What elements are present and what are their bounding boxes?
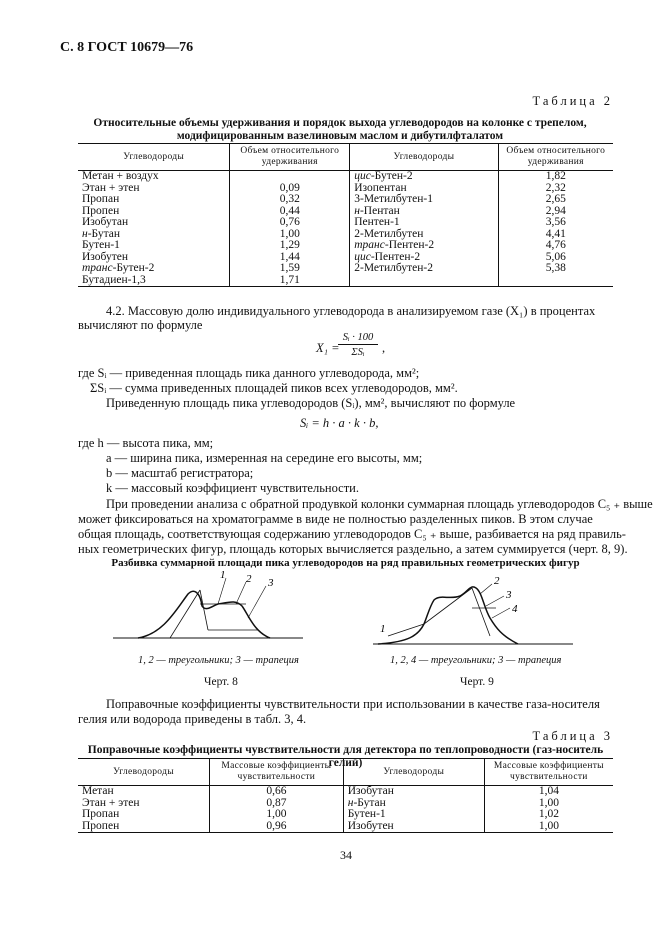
hydrocarbon-value: 1,00 [230, 229, 350, 241]
para-backflush-l1: При проведении анализа с обратной продувкой колонки суммарная площадь углеводородов C₅ ₊ выше [106, 497, 653, 511]
hydrocarbon-value: 0,66 [210, 786, 344, 798]
hydrocarbon-value: 1,00 [484, 821, 613, 833]
hydrocarbon-name: 2-Метилбутен [350, 229, 498, 241]
table2 [78, 143, 613, 287]
table2-col-vol2: Объем относительного удерживания [498, 144, 613, 171]
hydrocarbon-name: Пропен [82, 819, 120, 832]
hydrocarbon-value: 1,29 [230, 240, 350, 252]
hydrocarbon-name: Бутен-1 [343, 809, 484, 821]
fig8-triangle-side [200, 590, 208, 630]
def-k: k — массовый коэффициент чувствительности. [106, 481, 359, 495]
hydrocarbon-value: 1,04 [484, 786, 613, 798]
table-row [78, 821, 613, 833]
para-backflush-l3: общая площадь, соответствующая содержанию углеводородов C₅ ₊ выше, разбивается на ряд правиль- [78, 527, 626, 541]
para-4-2-line1: 4.2. Массовую долю индивидуального углеводорода в анализируемом газе (X₁) в процентах [106, 304, 596, 318]
hydrocarbon-name: Изобутен [343, 821, 484, 833]
hydrocarbon-value [498, 275, 613, 287]
table-row [78, 194, 613, 206]
name-prefix: цис [354, 170, 371, 182]
fig9-leader-3 [486, 596, 504, 606]
hydrocarbon-value: 1,00 [484, 798, 613, 810]
hydrocarbon-name: Изобутан [82, 216, 129, 228]
hydrocarbon-name: Этан + этен [82, 181, 140, 194]
hydrocarbon-name: Пропан [82, 808, 120, 820]
name-rest: -Пентен-2 [384, 239, 435, 251]
para-correction-l2: гелия или водорода приведены в табл. 3, 4. [78, 712, 307, 726]
fig8-note: 1, 2 — треугольники; 3 — трапеция [138, 655, 299, 666]
name-prefix: н [354, 204, 360, 217]
figure-title: Разбивка суммарной площади пика углеводородов на ряд правильных геометрических фигур [111, 557, 580, 569]
figure-9 [368, 574, 578, 652]
fig8-leader-1 [218, 578, 226, 604]
para-backflush-l4: ных геометрических фигур, площадь которых вычисляется раздельно, а затем суммируется (черт. 8, 9). [78, 542, 628, 556]
name-prefix: н [347, 796, 354, 809]
table-row [78, 229, 613, 241]
para-correction-l1: Поправочные коэффициенты чувствительности при использовании в качестве газа-носителя [106, 697, 600, 711]
hydrocarbon-value [230, 171, 350, 183]
hydrocarbon-value: 2,94 [498, 206, 613, 218]
hydrocarbon-name: Бутен-1 [82, 239, 120, 251]
fig8-caption: Черт. 8 [204, 676, 238, 688]
hydrocarbon-name [350, 275, 498, 287]
fig8-leader-3 [248, 586, 266, 618]
hydrocarbon-value: 1,00 [210, 809, 344, 821]
hydrocarbon-value: 0,44 [230, 206, 350, 218]
fig8-label-1: 1 [220, 570, 226, 581]
hydrocarbon-value: 5,38 [498, 263, 613, 275]
table2-body [78, 171, 613, 287]
page-number: 34 [340, 848, 352, 862]
hydrocarbon-value: 4,76 [498, 240, 613, 252]
def-h: где h — высота пика, мм; [78, 436, 214, 450]
name-rest: -Пентан [359, 204, 400, 217]
fig9-note: 1, 2, 4 — треугольники; 3 — трапеция [390, 655, 562, 666]
formula-x1-comma: , [382, 341, 386, 355]
table-row [78, 217, 613, 229]
hydrocarbon-value: 0,32 [230, 194, 350, 206]
fig9-caption: Черт. 9 [460, 676, 494, 688]
hydrocarbon-value: 0,96 [210, 821, 344, 833]
fig9-label-4: 4 [512, 603, 518, 615]
name-rest: -Бутан [353, 796, 386, 809]
table-row [78, 171, 613, 183]
table-row [78, 183, 613, 195]
para-backflush-l2: может фиксироваться на хроматограмме в виде не полностью разделенных пиков. В этом случае [78, 512, 593, 526]
hydrocarbon-value: 3,56 [498, 217, 613, 229]
hydrocarbon-value: 1,02 [484, 809, 613, 821]
para-4-2-line2: вычисляют по формуле [78, 318, 203, 332]
table-row [78, 275, 613, 287]
formula-x1-denominator: ΣSᵢ [351, 347, 365, 358]
figure-8 [108, 570, 308, 650]
table3-body [78, 786, 613, 833]
hydrocarbon-value: 5,06 [498, 252, 613, 264]
name-rest: -Бутен-2 [370, 170, 413, 182]
table2-col-hc2: Углеводороды [350, 144, 498, 171]
formula-x1-lhs: X₁ = [316, 341, 340, 355]
table2-col-hc1: Углеводороды [78, 144, 230, 171]
fig9-triangle-1 [388, 624, 424, 636]
table3-col-coef2: Массовые коэффициенты чувствительности [484, 759, 613, 786]
hydrocarbon-name: Пентен-1 [350, 217, 498, 229]
hydrocarbon-name: Метан + воздух [82, 170, 159, 182]
hydrocarbon-name: Изобутан [343, 786, 484, 798]
hydrocarbon-value: 0,76 [230, 217, 350, 229]
hydrocarbon-name: Пропан [82, 193, 120, 205]
hydrocarbon-value: 1,82 [498, 171, 613, 183]
name-prefix: транс [354, 239, 385, 251]
hydrocarbon-name: Изобутен [82, 250, 128, 263]
name-rest: -Пентен-2 [370, 250, 421, 263]
fig8-label-3: 3 [268, 577, 274, 589]
fig9-label-3: 3 [506, 589, 512, 601]
formula-x1-numerator: Sᵢ · 100 [338, 331, 378, 345]
page-header: С. 8 ГОСТ 10679—76 [60, 40, 194, 55]
hydrocarbon-name: Пропен [82, 204, 120, 217]
table3-col-hc1: Углеводороды [78, 759, 210, 786]
table-row [78, 786, 613, 798]
name-prefix: транс [82, 262, 113, 274]
table2-title: Относительные объемы удерживания и порядок выхода углеводородов на колонке с трепелом, модифицированным вазелиновым маслом и дибутилфталатом [93, 117, 587, 142]
table3-col-hc2: Углеводороды [343, 759, 484, 786]
name-rest: -Бутен-2 [112, 262, 155, 274]
hydrocarbon-name: 2-Метилбутен-2 [350, 263, 498, 275]
hydrocarbon-value: 0,09 [230, 183, 350, 195]
def-a: a — ширина пика, измеренная на середине его высоты, мм; [106, 451, 423, 465]
hydrocarbon-name [350, 171, 498, 183]
hydrocarbon-value: 1,44 [230, 252, 350, 264]
para-reduced-area: Приведенную площадь пика углеводородов (Sᵢ), мм², вычисляют по формуле [106, 396, 516, 410]
formula-si: Sᵢ = h · a · k · b, [300, 416, 379, 430]
table3-label: Таблица 3 [532, 729, 613, 743]
hydrocarbon-value: 1,59 [230, 263, 350, 275]
hydrocarbon-value: 4,41 [498, 229, 613, 241]
hydrocarbon-value: 2,65 [498, 194, 613, 206]
name-rest: -Бутан [87, 227, 121, 240]
table3-col-coef1: Массовые коэффициенты чувствительности [210, 759, 344, 786]
table-row [78, 263, 613, 275]
hydrocarbon-name: Этан + этен [82, 796, 140, 809]
name-prefix: н [82, 227, 88, 240]
def-b: b — масштаб регистратора; [106, 466, 254, 480]
hydrocarbon-name: Метан [82, 785, 114, 797]
hydrocarbon-value: 0,87 [210, 798, 344, 810]
table-row [78, 798, 613, 810]
hydrocarbon-name [78, 263, 230, 275]
table-row [78, 809, 613, 821]
fig8-leader-2 [236, 582, 246, 604]
table-row [78, 206, 613, 218]
hydrocarbon-name: Изопентан [350, 183, 498, 195]
where-sum-si: ΣSᵢ — сумма приведенных площадей пиков всех углеводородов, мм². [90, 381, 458, 395]
fig9-label-2: 2 [494, 575, 500, 587]
fig9-leader-2 [480, 584, 492, 594]
name-prefix: цис [354, 250, 371, 263]
table-row [78, 240, 613, 252]
fig9-leader-4 [492, 608, 510, 618]
where-si: где Sᵢ — приведенная площадь пика данного углеводорода, мм²; [78, 366, 420, 380]
fig8-label-2: 2 [246, 573, 252, 585]
hydrocarbon-value: 1,71 [230, 275, 350, 287]
fig9-label-1: 1 [380, 623, 386, 635]
table2-label: Таблица 2 [532, 94, 613, 108]
table-row [78, 252, 613, 264]
table2-col-vol1: Объем относительного удерживания [230, 144, 350, 171]
table3 [78, 758, 613, 833]
table3-title: Поправочные коэффициенты чувствительности для детектора по теплопроводности (газ-носитель гелий) [87, 744, 604, 769]
hydrocarbon-value: 2,32 [498, 183, 613, 195]
hydrocarbon-name: 3-Метилбутен-1 [350, 194, 498, 206]
hydrocarbon-name: Бутадиен-1,3 [82, 273, 146, 286]
